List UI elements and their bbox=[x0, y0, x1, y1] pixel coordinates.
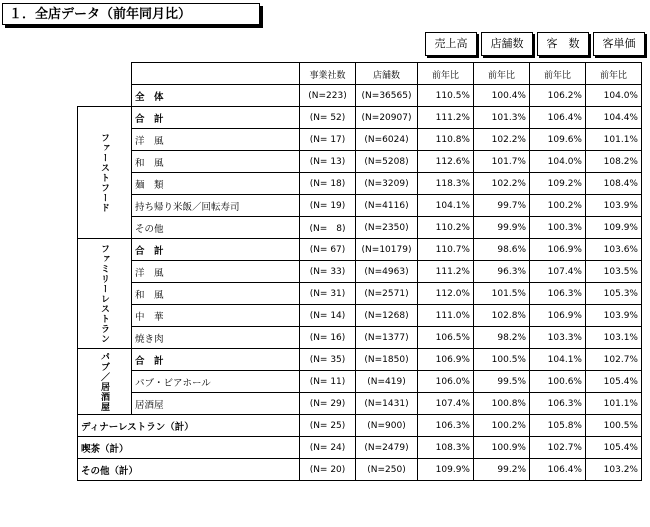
column-header-companies: 事業社数 bbox=[300, 63, 356, 85]
yoy-customers-cell: 106.4% bbox=[530, 107, 586, 129]
stores-cell: (N=36565) bbox=[356, 85, 418, 107]
companies-cell: (N= 24) bbox=[300, 437, 356, 459]
stores-cell: (N=1377) bbox=[356, 327, 418, 349]
yoy-stores-cell: 100.8% bbox=[474, 393, 530, 415]
yoy-sales-cell: 109.9% bbox=[418, 459, 474, 481]
companies-cell: (N= 29) bbox=[300, 393, 356, 415]
yoy-customers-cell: 102.7% bbox=[530, 437, 586, 459]
yoy-sales-cell: 110.8% bbox=[418, 129, 474, 151]
yoy-unit-price-cell: 105.4% bbox=[586, 371, 642, 393]
companies-cell: (N= 16) bbox=[300, 327, 356, 349]
yoy-unit-price-cell: 100.5% bbox=[586, 415, 642, 437]
table-row bbox=[78, 85, 642, 107]
yoy-sales-cell: 106.0% bbox=[418, 371, 474, 393]
row-label: その他（計） bbox=[78, 459, 300, 481]
table-row bbox=[78, 129, 642, 151]
row-label: パブ・ビアホール bbox=[132, 371, 300, 393]
table-row bbox=[78, 195, 642, 217]
yoy-customers-cell: 100.3% bbox=[530, 217, 586, 239]
category-label: ファーストフード bbox=[78, 107, 132, 239]
category-label: パブ／居酒屋 bbox=[78, 349, 132, 415]
companies-cell: (N= 18) bbox=[300, 173, 356, 195]
companies-cell: (N= 11) bbox=[300, 371, 356, 393]
yoy-customers-cell: 106.9% bbox=[530, 239, 586, 261]
yoy-stores-cell: 98.2% bbox=[474, 327, 530, 349]
yoy-sales-cell: 118.3% bbox=[418, 173, 474, 195]
table-row bbox=[78, 283, 642, 305]
row-label: 洋 風 bbox=[132, 261, 300, 283]
column-header-yoy-customers: 前年比 bbox=[530, 63, 586, 85]
row-label: ディナーレストラン（計） bbox=[78, 415, 300, 437]
yoy-unit-price-cell: 103.9% bbox=[586, 305, 642, 327]
blank-cell bbox=[78, 85, 132, 107]
yoy-sales-cell: 106.5% bbox=[418, 327, 474, 349]
yoy-unit-price-cell: 108.2% bbox=[586, 151, 642, 173]
yoy-customers-cell: 104.1% bbox=[530, 349, 586, 371]
row-label: 合 計 bbox=[132, 349, 300, 371]
row-label: 居酒屋 bbox=[132, 393, 300, 415]
yoy-unit-price-cell: 103.5% bbox=[586, 261, 642, 283]
yoy-stores-cell: 100.4% bbox=[474, 85, 530, 107]
yoy-stores-cell: 96.3% bbox=[474, 261, 530, 283]
stores-cell: (N=4963) bbox=[356, 261, 418, 283]
row-label: その他 bbox=[132, 217, 300, 239]
yoy-customers-cell: 106.3% bbox=[530, 283, 586, 305]
column-header-yoy-sales: 前年比 bbox=[418, 63, 474, 85]
metric-header-customers: 客 数 bbox=[537, 32, 589, 56]
stores-cell: (N=419) bbox=[356, 371, 418, 393]
row-label: 全 体 bbox=[132, 85, 300, 107]
yoy-customers-cell: 105.8% bbox=[530, 415, 586, 437]
row-label: 合 計 bbox=[132, 239, 300, 261]
yoy-sales-cell: 106.9% bbox=[418, 349, 474, 371]
column-header-row bbox=[78, 63, 642, 85]
companies-cell: (N= 33) bbox=[300, 261, 356, 283]
yoy-sales-cell: 107.4% bbox=[418, 393, 474, 415]
yoy-customers-cell: 100.6% bbox=[530, 371, 586, 393]
table-row bbox=[78, 349, 642, 371]
yoy-sales-cell: 108.3% bbox=[418, 437, 474, 459]
yoy-customers-cell: 106.9% bbox=[530, 305, 586, 327]
companies-cell: (N= 20) bbox=[300, 459, 356, 481]
yoy-stores-cell: 98.6% bbox=[474, 239, 530, 261]
table-row bbox=[78, 107, 642, 129]
table-row bbox=[78, 261, 642, 283]
yoy-stores-cell: 99.7% bbox=[474, 195, 530, 217]
category-label: ファミリーレストラン bbox=[78, 239, 132, 349]
yoy-sales-cell: 106.3% bbox=[418, 415, 474, 437]
yoy-customers-cell: 106.2% bbox=[530, 85, 586, 107]
metric-header-sales: 売上高 bbox=[425, 32, 477, 56]
yoy-unit-price-cell: 108.4% bbox=[586, 173, 642, 195]
metric-header-unit-price: 客単価 bbox=[593, 32, 645, 56]
yoy-stores-cell: 102.2% bbox=[474, 173, 530, 195]
yoy-customers-cell: 109.2% bbox=[530, 173, 586, 195]
companies-cell: (N= 52) bbox=[300, 107, 356, 129]
yoy-customers-cell: 107.4% bbox=[530, 261, 586, 283]
yoy-unit-price-cell: 101.1% bbox=[586, 393, 642, 415]
column-header-yoy-stores: 前年比 bbox=[474, 63, 530, 85]
yoy-sales-cell: 111.2% bbox=[418, 261, 474, 283]
yoy-customers-cell: 100.2% bbox=[530, 195, 586, 217]
yoy-customers-cell: 109.6% bbox=[530, 129, 586, 151]
companies-cell: (N= 31) bbox=[300, 283, 356, 305]
row-label: 洋 風 bbox=[132, 129, 300, 151]
stores-cell: (N=10179) bbox=[356, 239, 418, 261]
yoy-sales-cell: 110.2% bbox=[418, 217, 474, 239]
header-label-cell bbox=[132, 63, 300, 85]
table-row bbox=[78, 393, 642, 415]
row-label: 持ち帰り米飯／回転寿司 bbox=[132, 195, 300, 217]
companies-cell: (N= 19) bbox=[300, 195, 356, 217]
yoy-sales-cell: 111.2% bbox=[418, 107, 474, 129]
table-row bbox=[78, 371, 642, 393]
table-row bbox=[78, 305, 642, 327]
yoy-stores-cell: 99.5% bbox=[474, 371, 530, 393]
yoy-sales-cell: 110.7% bbox=[418, 239, 474, 261]
companies-cell: (N= 67) bbox=[300, 239, 356, 261]
stores-cell: (N=2571) bbox=[356, 283, 418, 305]
companies-cell: (N= 13) bbox=[300, 151, 356, 173]
companies-cell: (N= 8) bbox=[300, 217, 356, 239]
yoy-stores-cell: 99.9% bbox=[474, 217, 530, 239]
yoy-unit-price-cell: 103.2% bbox=[586, 459, 642, 481]
row-label: 喫茶（計） bbox=[78, 437, 300, 459]
row-label: 合 計 bbox=[132, 107, 300, 129]
yoy-stores-cell: 102.2% bbox=[474, 129, 530, 151]
column-header-yoy-unit-price: 前年比 bbox=[586, 63, 642, 85]
stores-cell: (N=3209) bbox=[356, 173, 418, 195]
stores-cell: (N=250) bbox=[356, 459, 418, 481]
stores-cell: (N=20907) bbox=[356, 107, 418, 129]
column-header-stores: 店舗数 bbox=[356, 63, 418, 85]
table-row bbox=[78, 459, 642, 481]
yoy-unit-price-cell: 103.1% bbox=[586, 327, 642, 349]
table-row bbox=[78, 217, 642, 239]
table-row bbox=[78, 437, 642, 459]
data-table bbox=[77, 62, 642, 481]
yoy-unit-price-cell: 101.1% bbox=[586, 129, 642, 151]
page-title: １．全店データ（前年同月比） bbox=[2, 3, 260, 25]
yoy-stores-cell: 100.2% bbox=[474, 415, 530, 437]
stores-cell: (N=2350) bbox=[356, 217, 418, 239]
yoy-customers-cell: 106.4% bbox=[530, 459, 586, 481]
companies-cell: (N=223) bbox=[300, 85, 356, 107]
yoy-unit-price-cell: 102.7% bbox=[586, 349, 642, 371]
table-row bbox=[78, 151, 642, 173]
yoy-stores-cell: 100.9% bbox=[474, 437, 530, 459]
yoy-stores-cell: 102.8% bbox=[474, 305, 530, 327]
yoy-unit-price-cell: 105.3% bbox=[586, 283, 642, 305]
companies-cell: (N= 25) bbox=[300, 415, 356, 437]
yoy-unit-price-cell: 104.4% bbox=[586, 107, 642, 129]
table-row bbox=[78, 327, 642, 349]
yoy-customers-cell: 106.3% bbox=[530, 393, 586, 415]
yoy-unit-price-cell: 104.0% bbox=[586, 85, 642, 107]
stores-cell: (N=1431) bbox=[356, 393, 418, 415]
yoy-unit-price-cell: 103.6% bbox=[586, 239, 642, 261]
companies-cell: (N= 35) bbox=[300, 349, 356, 371]
stores-cell: (N=5208) bbox=[356, 151, 418, 173]
stores-cell: (N=900) bbox=[356, 415, 418, 437]
row-label: 和 風 bbox=[132, 283, 300, 305]
companies-cell: (N= 14) bbox=[300, 305, 356, 327]
stores-cell: (N=1850) bbox=[356, 349, 418, 371]
companies-cell: (N= 17) bbox=[300, 129, 356, 151]
stores-cell: (N=6024) bbox=[356, 129, 418, 151]
yoy-sales-cell: 112.6% bbox=[418, 151, 474, 173]
table-row bbox=[78, 415, 642, 437]
yoy-stores-cell: 101.3% bbox=[474, 107, 530, 129]
yoy-sales-cell: 110.5% bbox=[418, 85, 474, 107]
metric-header-stores: 店舗数 bbox=[481, 32, 533, 56]
yoy-stores-cell: 101.5% bbox=[474, 283, 530, 305]
yoy-customers-cell: 104.0% bbox=[530, 151, 586, 173]
stores-cell: (N=2479) bbox=[356, 437, 418, 459]
stores-cell: (N=4116) bbox=[356, 195, 418, 217]
yoy-sales-cell: 104.1% bbox=[418, 195, 474, 217]
header-blank-cell bbox=[78, 63, 132, 85]
table-row bbox=[78, 239, 642, 261]
yoy-unit-price-cell: 105.4% bbox=[586, 437, 642, 459]
row-label: 和 風 bbox=[132, 151, 300, 173]
yoy-stores-cell: 99.2% bbox=[474, 459, 530, 481]
yoy-unit-price-cell: 109.9% bbox=[586, 217, 642, 239]
yoy-customers-cell: 103.3% bbox=[530, 327, 586, 349]
row-label: 焼き肉 bbox=[132, 327, 300, 349]
stores-cell: (N=1268) bbox=[356, 305, 418, 327]
yoy-unit-price-cell: 103.9% bbox=[586, 195, 642, 217]
table-row bbox=[78, 173, 642, 195]
yoy-stores-cell: 100.5% bbox=[474, 349, 530, 371]
yoy-stores-cell: 101.7% bbox=[474, 151, 530, 173]
row-label: 麺 類 bbox=[132, 173, 300, 195]
yoy-sales-cell: 111.0% bbox=[418, 305, 474, 327]
row-label: 中 華 bbox=[132, 305, 300, 327]
yoy-sales-cell: 112.0% bbox=[418, 283, 474, 305]
